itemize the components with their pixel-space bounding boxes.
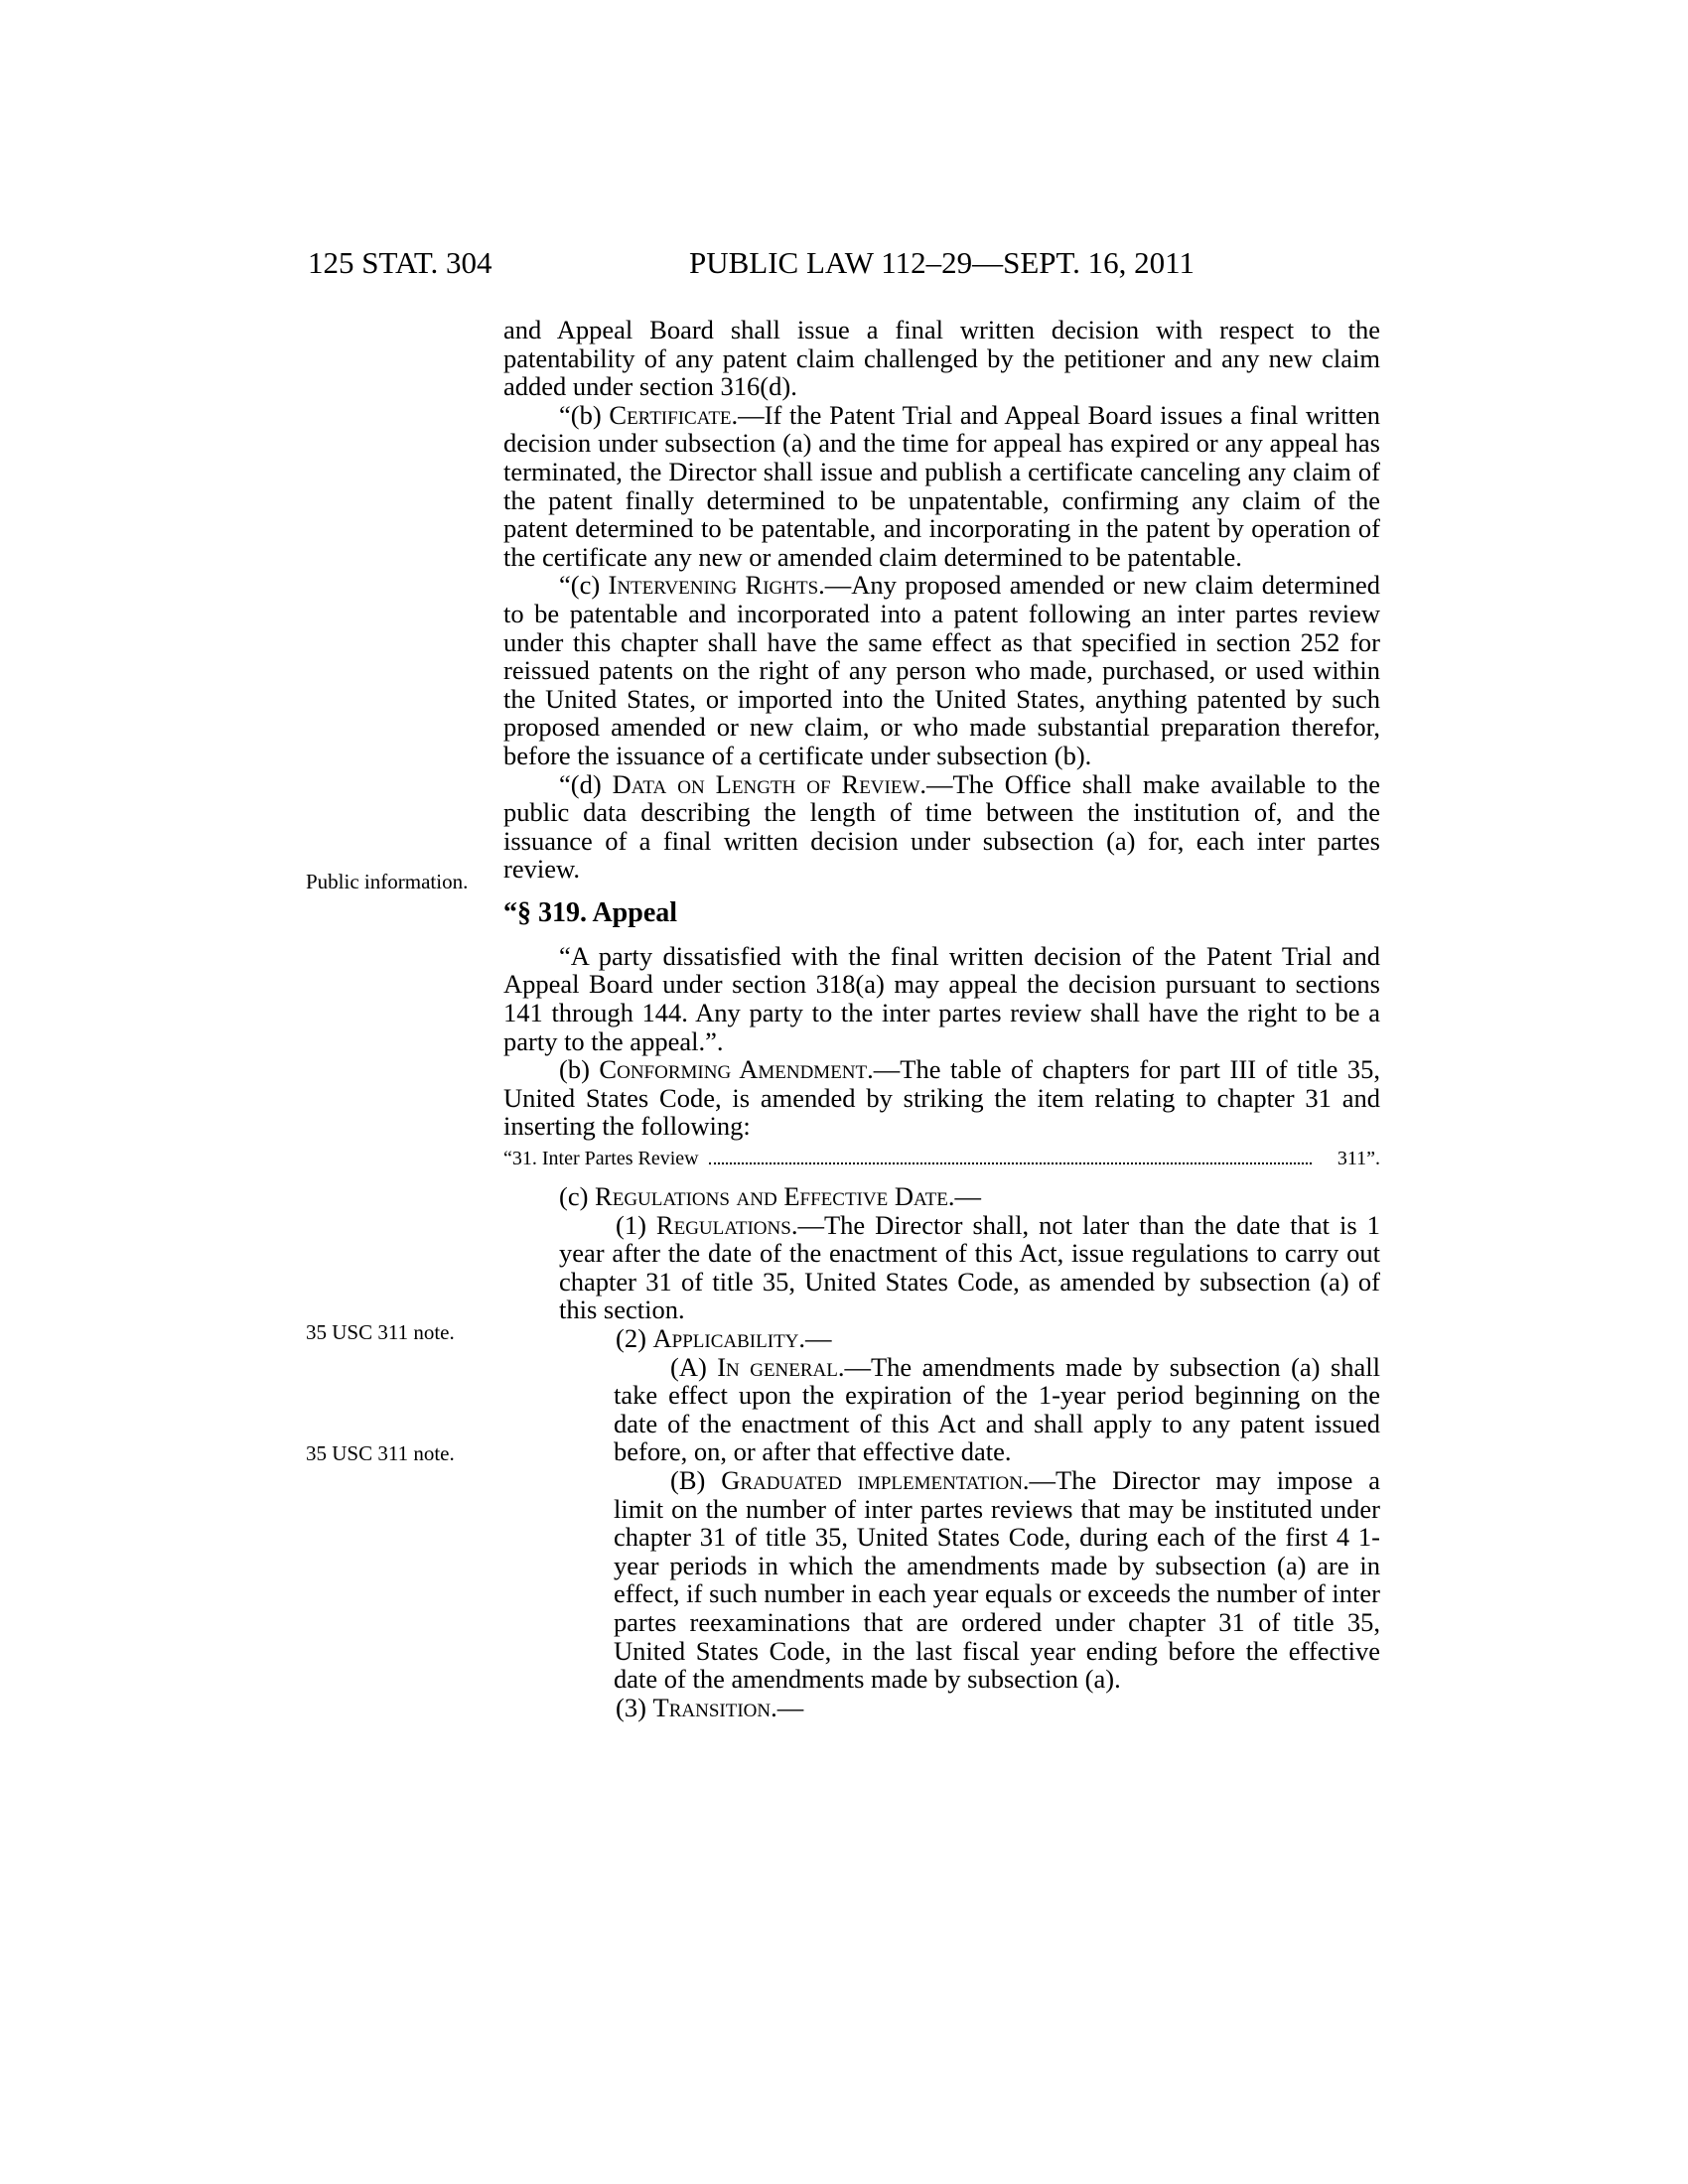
paragraph-text: .—Any proposed amended or new claim determined to be patentable and incorporated into a patent following an inter partes review under this chapter shall have the same effect as that specified in section 252 for reissued patents on the right of any person who made, purchased, or used within the United States, or imported into the United States, anything patented by such proposed amended or new claim, or who made substantial preparation therefor, before the issuance of a certificate under subsection (b). [503,570,1380,770]
paragraph-text: and Appeal Board shall issue a final written decision with respect to the patentability of any patent claim challenged by the petitioner and any new claim added under section 316(d). [503,315,1380,402]
paragraph-heading: Transition [652,1692,772,1722]
subsection-heading: Intervening Rights [608,570,819,601]
paragraph-a-in-general [614,1353,1380,1466]
document-body [503,316,1380,1721]
paragraph-regulations-effective-date [503,1182,1380,1211]
paragraph-subsection-c-intervening-rights [503,571,1380,769]
paragraph-heading: Graduated implementation [721,1464,1023,1495]
paragraph-text: .—The Office shall make available to the public data describing the length of time between the institution of, and the issuance of a final written decision under subsection (a) for, each inter partes review. [503,768,1380,885]
paragraph-text: “A party dissatisfied with the final written decision of the Patent Trial and Appeal Board under section 318(a) may appeal the decision pursuant to sections 141 through 144. Any party to the inter partes review shall have the right to be a party to the appeal.”. [503,940,1380,1056]
paragraph-text: .— [798,1323,832,1353]
dot-leader [709,1161,1312,1164]
margin-note-usc-311-note-1: 35 USC 311 note. [306,1320,455,1344]
subsection-heading: Conforming Amendment [599,1054,868,1085]
paragraph-text: .— [947,1181,981,1212]
chapter-item-page: 311”. [1336,1148,1380,1170]
paragraph-label: (A) [670,1351,718,1382]
paragraph-text: .—If the Patent Trial and Appeal Board issues a final written decision under subsection (a) and the time for appeal has expired or any appeal has terminated, the Director shall issue and publish a certificate canceling any claim of the patent finally determined to be unpatentable, confirming any claim of the patent determined to be patentable, and incorporating in the patent by operation of the certificate any new or amended claim determined to be patentable. [503,399,1380,572]
paragraph-section-319-text [503,942,1380,1055]
paragraph-conforming-amendment [503,1055,1380,1141]
paragraph-subsection-b-certificate [503,401,1380,572]
paragraph-heading: Applicability [652,1323,799,1353]
subsection-label: “(d) [559,768,613,799]
subsection-heading: Data on Length of Review [612,768,920,799]
paragraph-label: (3) [616,1692,653,1722]
paragraph-1-regulations [559,1211,1380,1324]
paragraph-text: .—The Director may impose a limit on the number of inter partes reviews that may be instituted under chapter 31 of title 35, United States Code, during each of the first 4 1-year periods in which the amendments made by subsection (a) are in effect, if such number in each year equals or exceeds the number of inter partes reexaminations that are ordered under chapter 31 of title 35, United States Code, in the last fiscal year ending before the effective date of the amendments made by subsection (a). [614,1464,1380,1695]
subsection-heading: Certificate [609,399,732,430]
subsection-heading: Regulations and Effective Date [595,1181,948,1212]
section-319-heading: “§ 319. Appeal [503,896,678,928]
paragraph-heading: In general [717,1351,838,1382]
paragraph-label: (2) [616,1323,653,1353]
paragraph-text: .— [771,1692,804,1722]
margin-note-usc-311-note-2: 35 USC 311 note. [306,1441,455,1465]
chapter-item-label: “31. Inter Partes Review [503,1148,699,1170]
paragraph-subsection-d-data-on-length [503,770,1380,884]
subsection-label: “(b) [559,399,610,430]
paragraph-3-transition [559,1694,1380,1722]
paragraph-text: .—The table of chapters for part III of title 35, United States Code, is amended by striking the item relating to chapter 31 and inserting the following: [503,1054,1381,1142]
paragraph-continuation [503,316,1380,401]
paragraph-text: .—The amendments made by subsection (a) shall take effect upon the expiration of the 1-year period beginning on the date of the enactment of this Act and shall apply to any patent issued before, on, or after that effective date. [614,1351,1380,1467]
paragraph-b-graduated-implementation [614,1466,1380,1694]
paragraph-label: (1) [616,1209,656,1240]
paragraph-label: (B) [670,1464,722,1495]
table-of-chapters-row [503,1147,1380,1170]
subsection-label: (b) [559,1054,600,1085]
paragraph-2-applicability [559,1324,1380,1353]
subsection-label: “(c) [559,570,609,601]
running-head: PUBLIC LAW 112–29—SEPT. 16, 2011 [688,245,1196,280]
stat-page-number: 125 STAT. 304 [308,245,492,280]
subsection-label: (c) [559,1181,596,1212]
paragraph-heading: Regulations [655,1209,791,1240]
margin-note-public-information: Public information. [306,870,469,893]
paragraph-text: .—The Director shall, not later than the date that is 1 year after the date of the enactment of this Act, issue regulations to carry out chapter 31 of title 35, United States Code, as amended by subsection (a) of this section. [559,1209,1380,1325]
